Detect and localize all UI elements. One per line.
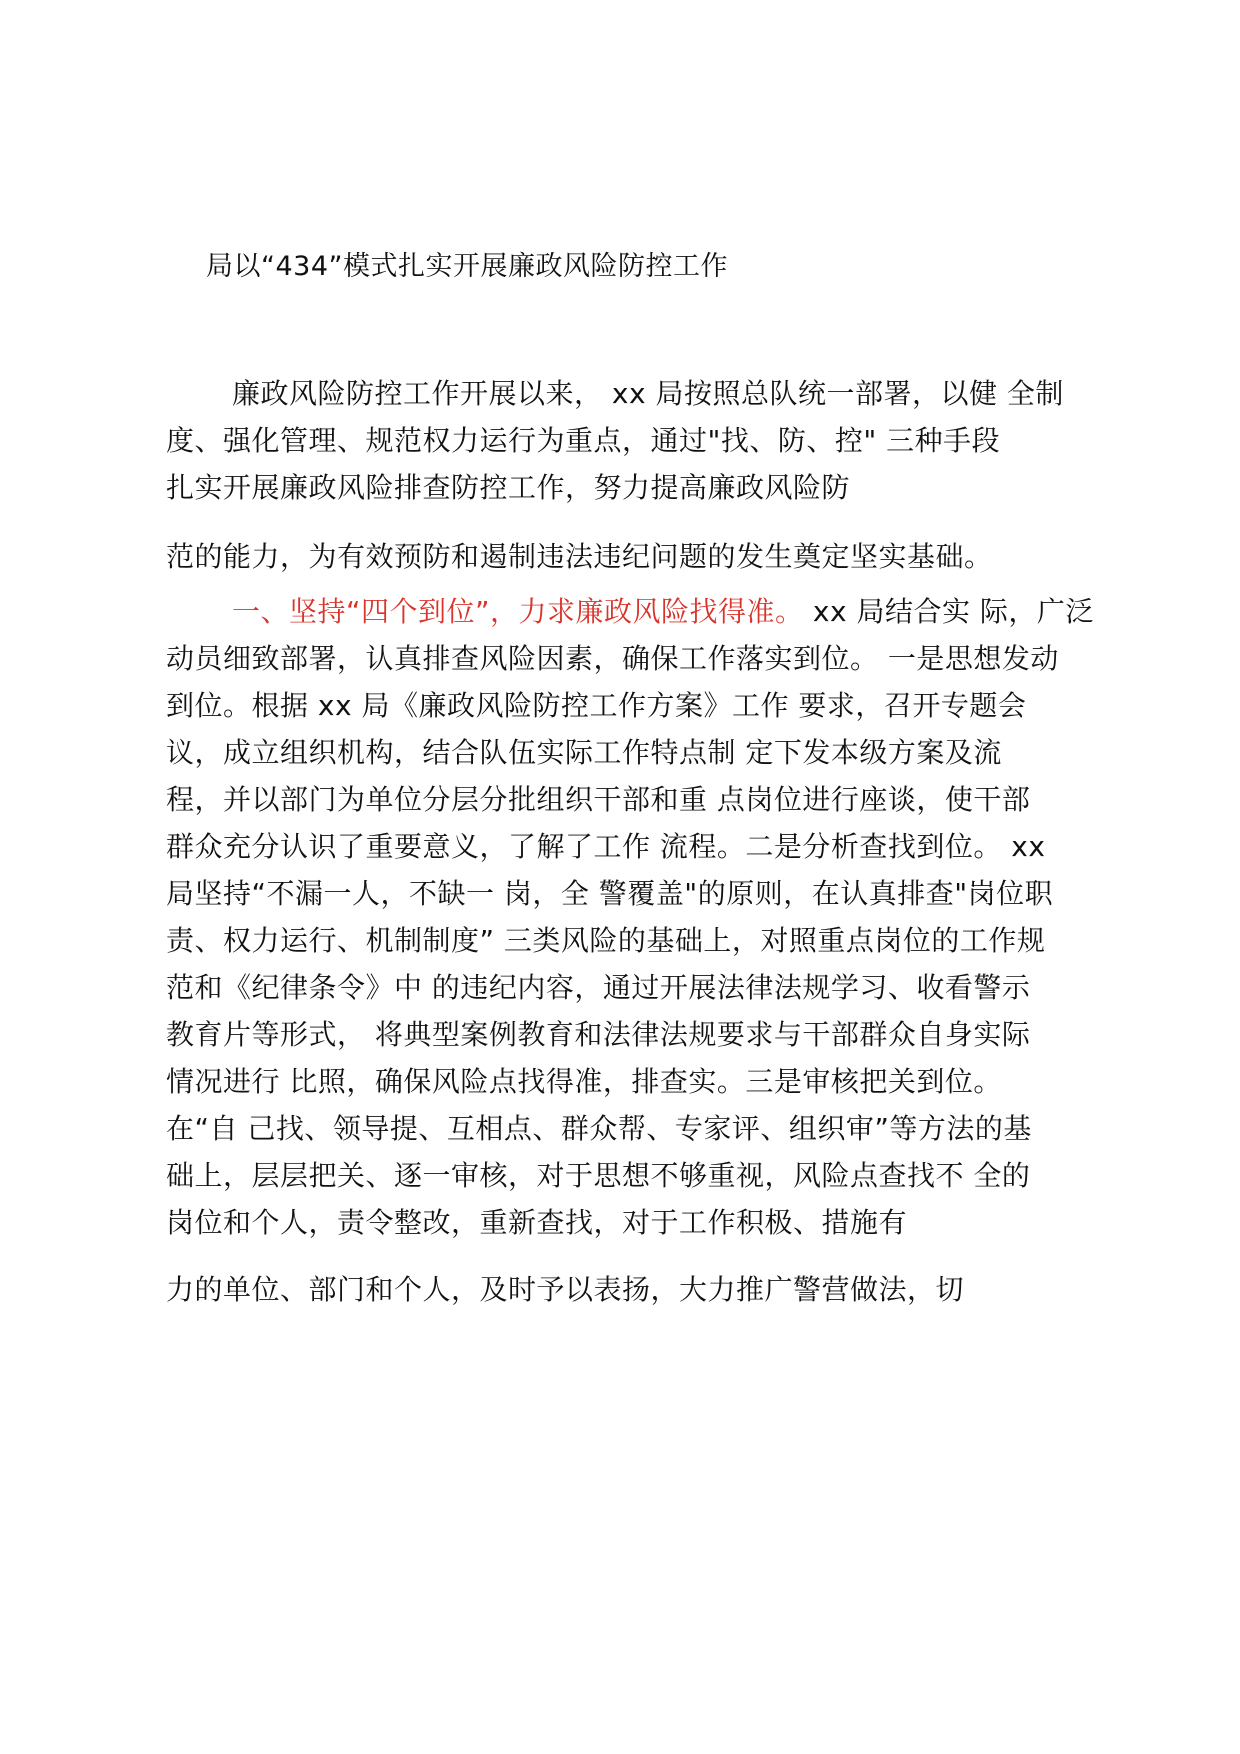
paragraph-line: 情况进行 比照，确保风险点找得准，排查实。三是审核把关到位。 [166,1065,1002,1098]
document-title: 局以“434”模式扎实开展廉政风险防控工作 [206,251,729,282]
paragraph-line: 力的单位、部门和个人，及时予以表扬，大力推广警营做法，切 [166,1273,965,1306]
paragraph-line: 责、权力运行、机制制度” 三类风险的基础上，对照重点岗位的工作规 [166,924,1046,957]
paragraph-line: 范和《纪律条令》中 的违纪内容，通过开展法律法规学习、收看警示 [166,971,1031,1004]
section-heading: 一、坚持“四个到位”，力求廉政风险找得准。 [232,595,804,628]
paragraph-line: 扎实开展廉政风险排查防控工作，努力提高廉政风险防 [166,471,851,504]
paragraph-line: 范的能力，为有效预防和遏制违法违纪问题的发生奠定坚实基础。 [166,540,993,573]
section-heading-line [232,590,1094,630]
paragraph-line: 岗位和个人，责令整改，重新查找，对于工作积极、措施有 [166,1206,908,1239]
paragraph-line: 教育片等形式， 将典型案例教育和法律法规要求与干部群众自身实际 [166,1018,1031,1051]
paragraph-line: 在“自 己找、领导提、互相点、群众帮、专家评、组织审”等方法的基 [166,1112,1032,1145]
paragraph-line: 度、强化管理、规范权力运行为重点，通过"找、防、控" 三种手段 [166,424,1001,457]
paragraph-line: 础上，层层把关、逐一审核，对于思想不够重视，风险点查找不 全的 [166,1159,1031,1192]
paragraph-line: 廉政风险防控工作开展以来， xx 局按照总队统一部署，以健 全制 [232,377,1064,410]
paragraph-line: 局坚持“不漏一人，不缺一 岗，全 警覆盖"的原则，在认真排查"岗位职 [166,877,1054,910]
paragraph-text: xx 局结合实 际，广泛 [803,595,1094,628]
paragraph-line: 议，成立组织机构，结合队伍实际工作特点制 定下发本级方案及流 [166,736,1002,769]
paragraph-line: 程，并以部门为单位分层分批组织干部和重 点岗位进行座谈，使干部 [166,783,1031,816]
paragraph-line: 群众充分认识了重要意义，了解了工作 流程。二是分析查找到位。 xx [166,830,1046,863]
paragraph-line: 动员细致部署，认真排查风险因素，确保工作落实到位。 一是思想发动 [166,642,1059,675]
paragraph-line: 到位。根据 xx 局《廉政风险防控工作方案》工作 要求，召开专题会 [166,689,1027,722]
